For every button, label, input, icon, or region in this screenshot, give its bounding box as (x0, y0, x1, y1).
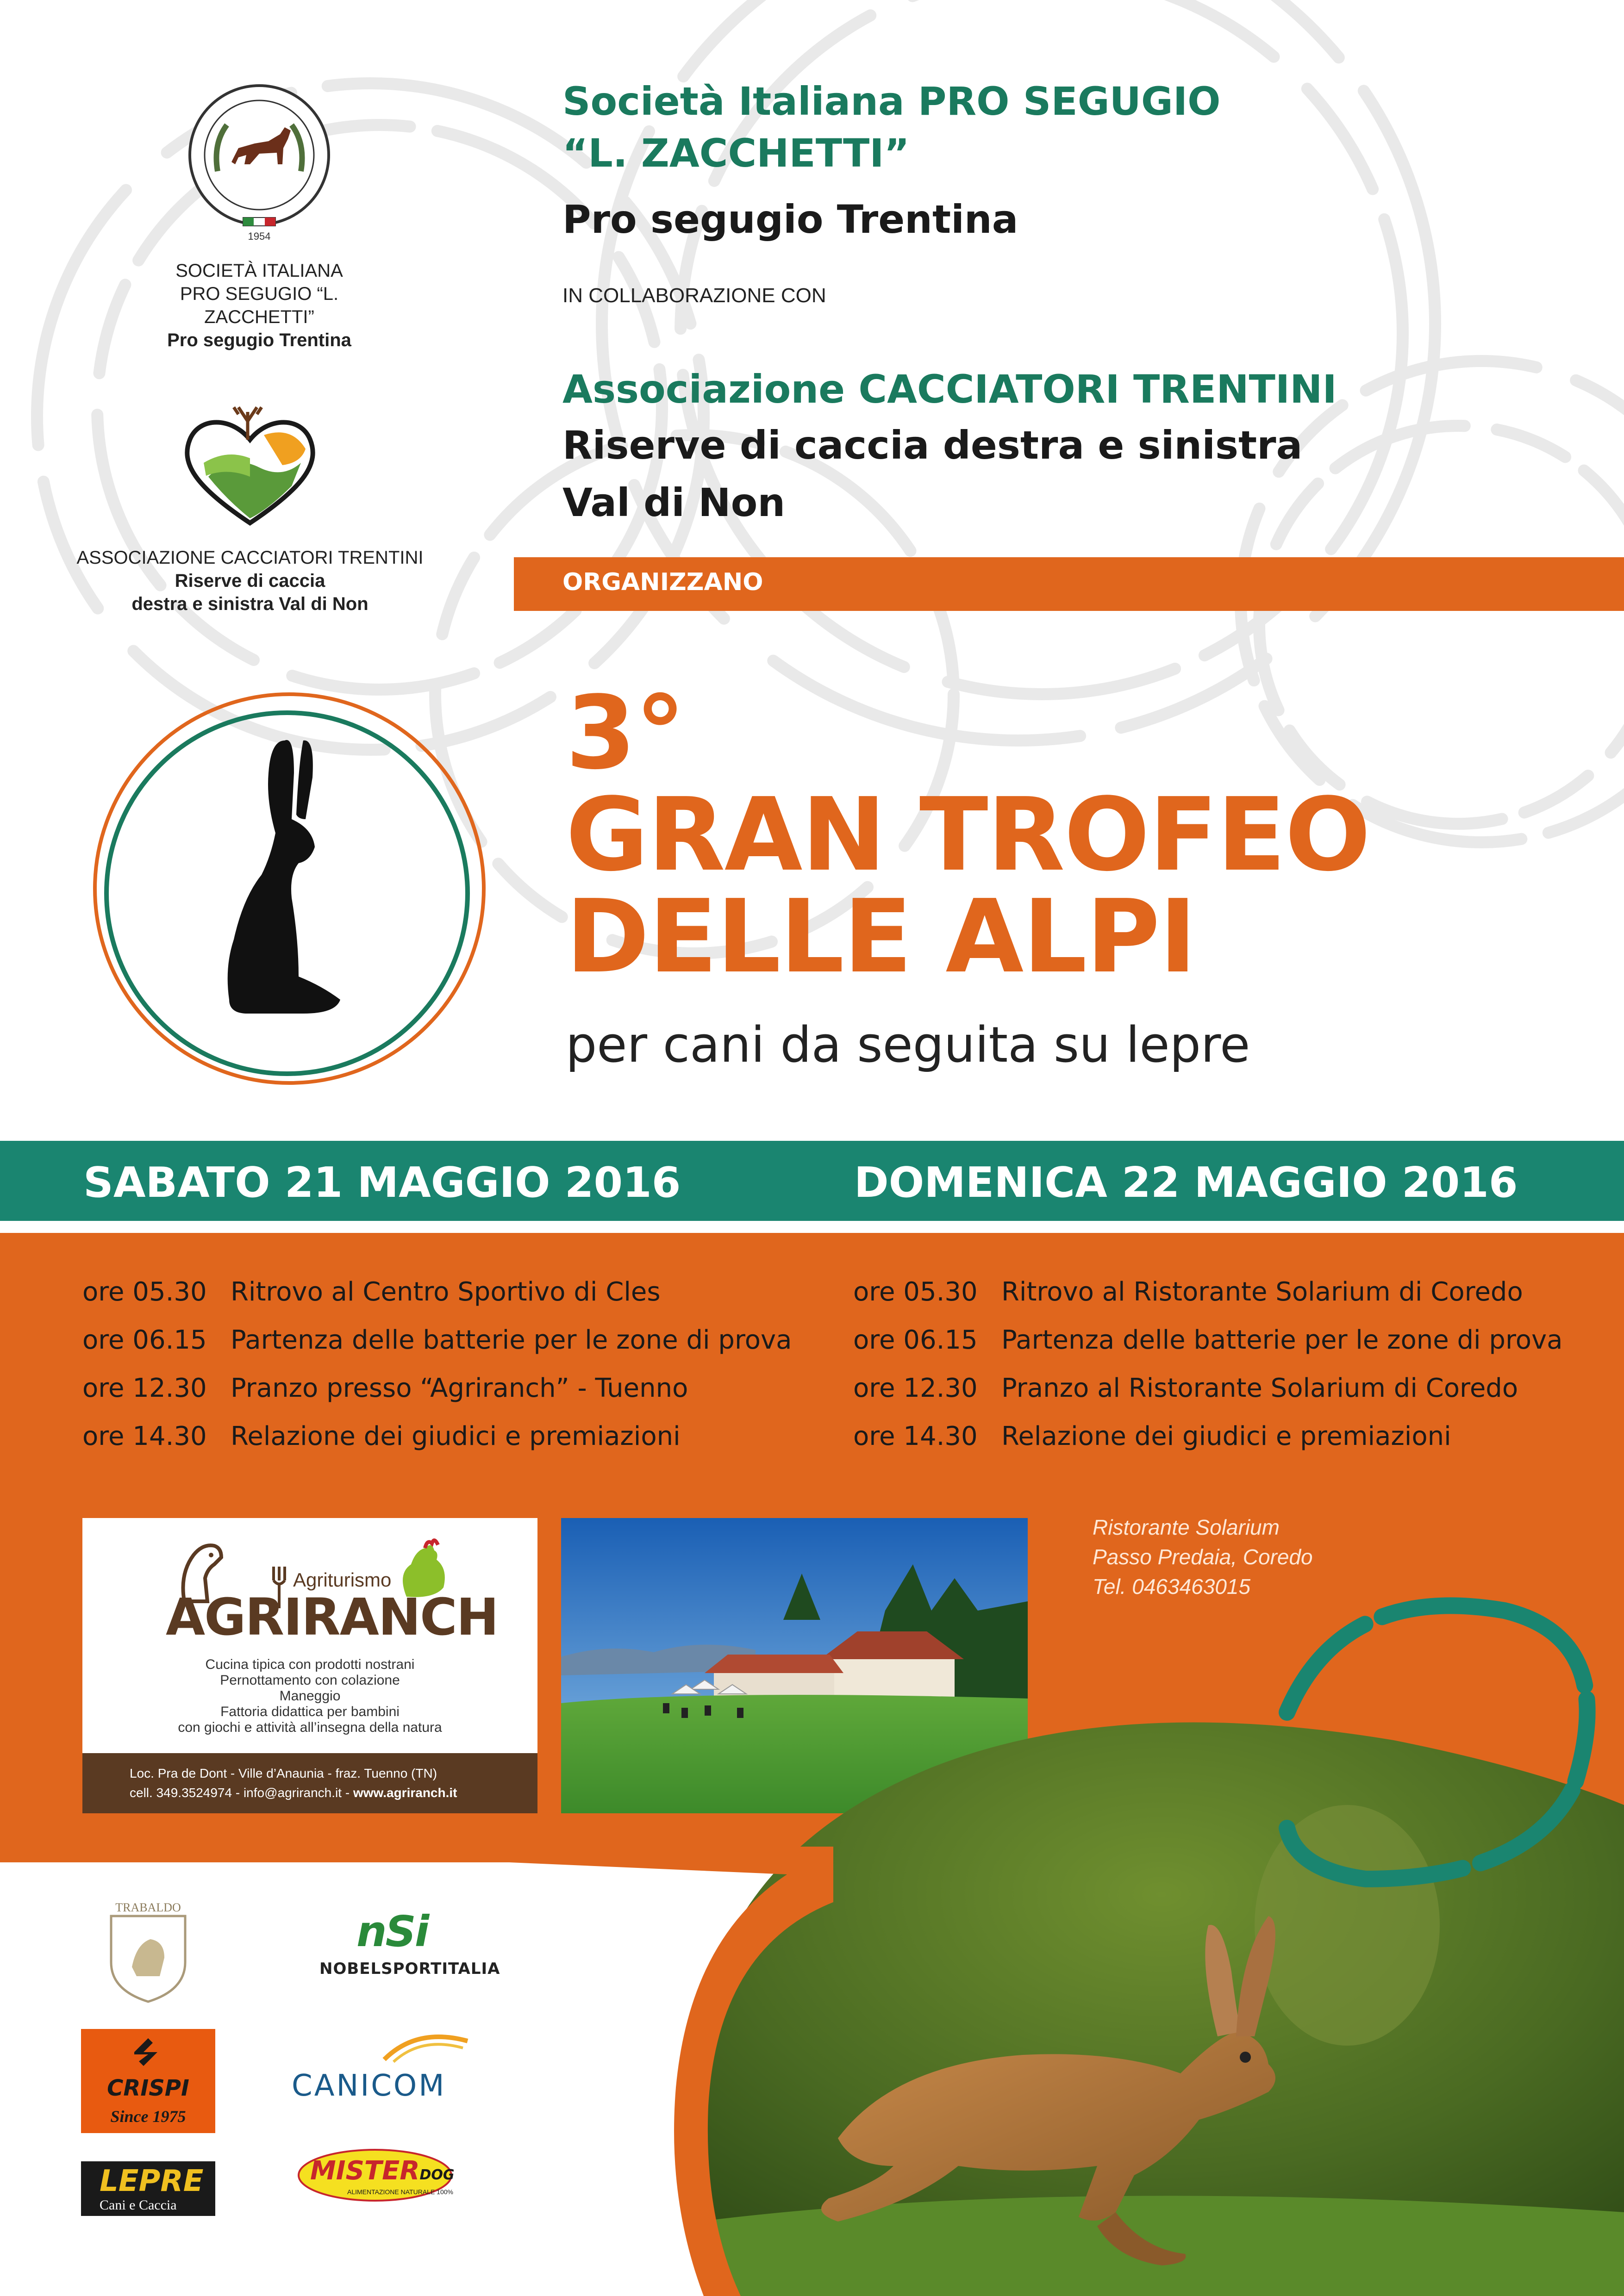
schedule-activity: Ritrovo al Ristorante Solarium di Coredo (1001, 1277, 1523, 1307)
day1-date: SABATO 21 MAGGIO 2016 (83, 1158, 681, 1207)
mister-dog-word: DOG (419, 2167, 455, 2183)
mister-word: MISTER (310, 2156, 420, 2186)
schedule-time: ore 12.30 (853, 1373, 978, 1403)
service-item: Cucina tipica con prodotti nostrani (205, 1657, 415, 1672)
org1-name-line3: Pro segugio Trentina (562, 197, 1018, 242)
nsi-logo (319, 1907, 500, 1981)
service-item: con giochi e attività all’insegna della natura (178, 1720, 442, 1735)
crispi-emblem-icon (130, 2034, 167, 2071)
edition-number: 3° (566, 675, 685, 792)
schedule-day1 (82, 1268, 792, 1461)
pro-segugio-logo (185, 79, 333, 245)
schedule-activity: Partenza delle batterie per le zone di prova (231, 1325, 792, 1355)
logo1-caption-line1: SOCIETÀ ITALIANA (175, 261, 343, 281)
schedule-row (82, 1268, 792, 1316)
logo1-caption-line3: Pro segugio Trentina (167, 330, 351, 350)
schedule-time: ore 06.15 (853, 1325, 978, 1355)
schedule-row (82, 1412, 792, 1461)
logo1-caption (139, 259, 380, 352)
schedule-row (853, 1316, 1562, 1364)
logo2-caption-line3: destra e sinistra Val di Non (131, 594, 369, 614)
schedule-time: ore 06.15 (82, 1325, 207, 1355)
orange-curve (509, 1847, 833, 2296)
solarium-location: Passo Predaia, Coredo (1093, 1545, 1313, 1569)
service-item: Maneggio (279, 1688, 341, 1704)
logo1-caption-line2: PRO SEGUGIO “L. ZACCHETTI” (180, 284, 339, 327)
org2-name-line3: Val di Non (562, 480, 786, 525)
hare-silhouette-icon (228, 740, 340, 1014)
schedule-row (853, 1268, 1562, 1316)
mister-subtitle: ALIMENTAZIONE NATURALE 100% (347, 2188, 453, 2196)
schedule-day2 (853, 1268, 1562, 1461)
schedule-row (853, 1364, 1562, 1412)
cacciatori-logo (153, 370, 347, 546)
schedule-activity: Relazione dei giudici e premiazioni (1001, 1421, 1451, 1451)
organizzano-bar (514, 557, 1624, 611)
solarium-phone: Tel. 0463463015 (1093, 1574, 1251, 1599)
schedule-activity: Pranzo al Ristorante Solarium di Coredo (1001, 1373, 1518, 1403)
org2-name-line2: Riserve di caccia destra e sinistra (562, 423, 1303, 468)
day2-date: DOMENICA 22 MAGGIO 2016 (854, 1158, 1518, 1207)
org2-name-line1: Associazione CACCIATORI TRENTINI (562, 367, 1337, 412)
nsi-mark: nSi (356, 1907, 428, 1956)
trabaldo-name: TRABALDO (115, 1901, 181, 1914)
collaboration-text: IN COLLABORAZIONE CON (562, 284, 826, 307)
nobel-sport-text: NOBELSPORTITALIA (319, 1960, 500, 1978)
dates-band (0, 1141, 1624, 1221)
trabaldo-logo (104, 1898, 192, 2004)
logo2-caption-line2: Riserve di caccia (175, 571, 325, 591)
schedule-row (853, 1412, 1562, 1461)
mister-name (310, 2156, 455, 2186)
solarium-name: Ristorante Solarium (1093, 1515, 1280, 1539)
canicom-swoosh-icon (380, 2022, 472, 2064)
org1-name-line1: Società Italiana PRO SEGUGIO (562, 79, 1221, 124)
title-line2: DELLE ALPI (566, 878, 1196, 996)
organizzano-label: ORGANIZZANO (562, 568, 763, 596)
service-item: Pernottamento con colazione (220, 1673, 400, 1688)
schedule-time: ore 05.30 (853, 1277, 978, 1307)
canicom-logo (287, 2022, 481, 2110)
title-line1: GRAN TROFEO (566, 777, 1370, 894)
crispi-since: Since 1975 (110, 2107, 186, 2126)
crispi-name: CRISPI (107, 2075, 189, 2101)
logo2-caption-line1: ASSOCIAZIONE CACCIATORI TRENTINI (76, 548, 424, 568)
agriturismo-label: Agriturismo (293, 1569, 392, 1591)
logo1-year: 1954 (248, 230, 271, 242)
agriranch-address: Loc. Pra de Dont - Ville d’Anaunia - fraz. Tuenno (TN) (130, 1766, 437, 1780)
schedule-activity: Pranzo presso “Agriranch” - Tuenno (231, 1373, 688, 1403)
org1-name-line2: “L. ZACCHETTI” (562, 131, 910, 176)
schedule-time: ore 12.30 (82, 1373, 207, 1403)
agriranch-website-link[interactable]: www.agriranch.it (353, 1786, 457, 1800)
lepre-logo (81, 2161, 215, 2216)
schedule-activity: Partenza delle batterie per le zone di prova (1001, 1325, 1563, 1355)
hare-emblem (81, 680, 498, 1097)
lepre-subtitle: Cani e Caccia (100, 2197, 177, 2213)
logo2-caption (74, 546, 426, 616)
schedule-time: ore 14.30 (82, 1421, 207, 1451)
schedule-row (82, 1316, 792, 1364)
subtitle: per cani da seguita su lepre (566, 1016, 1250, 1073)
schedule-row (82, 1364, 792, 1412)
schedule-time: ore 14.30 (853, 1421, 978, 1451)
schedule-activity: Relazione dei giudici e premiazioni (231, 1421, 681, 1451)
mister-dog-logo (296, 2147, 454, 2203)
schedule-time: ore 05.30 (82, 1277, 207, 1307)
canicom-name: CANICOM (292, 2069, 446, 2103)
lepre-name: LEPRE (100, 2164, 204, 2198)
schedule-activity: Ritrovo al Centro Sportivo di Cles (231, 1277, 661, 1307)
crispi-logo (81, 2029, 215, 2133)
agriranch-brand: AGRIRANCH (166, 1587, 498, 1647)
service-item: Fattoria didattica per bambini (220, 1704, 400, 1719)
agriranch-phone-email: cell. 349.3524974 - info@agriranch.it - (130, 1786, 353, 1800)
